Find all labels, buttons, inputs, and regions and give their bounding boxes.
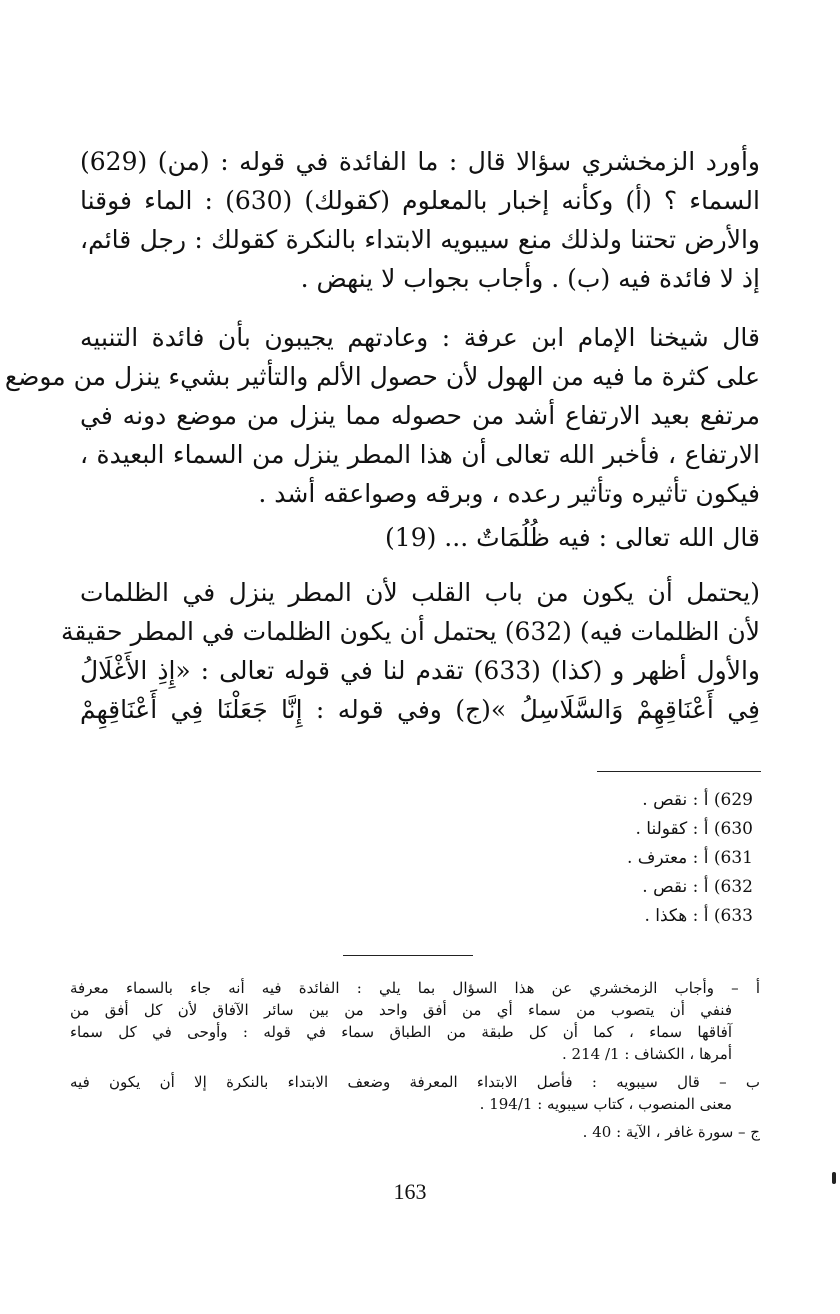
footnote-line: أمرها ، الكشاف : 1/ 214 . (561, 1045, 732, 1063)
text-line: على كثرة ما فيه من الهول لأن حصول الألم والتأثير بشيء ينزل من موضع (4, 362, 760, 391)
text-line: وأورد الزمخشري سؤالا قال : ما الفائدة في قوله : (من) (629) (80, 147, 760, 176)
text-line: الارتفاع ، فأخبر الله تعالى أن هذا المطر ينزل من السماء البعيدة ، (80, 440, 760, 469)
verse-heading: قال الله تعالى : فيه ظُلُمَاتٌ ... (19) (385, 523, 760, 552)
apparatus-note: 629) أ : نقص . (642, 790, 753, 810)
footnotes (70, 977, 760, 1143)
footnote-jim (70, 1121, 760, 1143)
footnote-line: آفاقها سماء ، كما أن كل طبقة من الطباق سماء في قوله : وأوحى في كل سماء (70, 1023, 732, 1041)
footnote-line: ج – سورة غافر ، الآية : 40 . (582, 1123, 760, 1141)
footnote-divider (343, 955, 473, 956)
apparatus-note: 633) أ : هكذا . (644, 906, 753, 926)
paragraph-ibn-arafa-answer (4, 318, 760, 513)
footnote-line: معنى المنصوب ، كتاب سيبويه : 194/1 . (479, 1095, 732, 1113)
apparatus-note: 630) أ : كقولنا . (635, 819, 753, 839)
page-number: 163 (393, 1179, 427, 1204)
apparatus-note: 632) أ : نقص . (642, 877, 753, 897)
text-line: مرتفع بعيد الارتفاع أشد من حصوله مما ينزل من موضع دونه في (80, 401, 760, 430)
text-line: فِي أَعْنَاقِهِمْ وَالسَّلَاسِلُ »(ج) وفي قوله : إِنَّا جَعَلْنَا فِي أَعْنَاقِهِمْ (80, 695, 760, 724)
paragraph-darkness-commentary (60, 573, 760, 729)
text-line: قال شيخنا الإمام ابن عرفة : وعادتهم يجيبون بأن فائدة التنبيه (80, 323, 760, 352)
paragraph-zamakhshari-question (80, 142, 760, 298)
footnote-line: فنفي أن يتصوب من سماء أي من أفق واحد من بين سائر الآفاق لأن كل أفق من (70, 1001, 732, 1019)
footnote-ba (70, 1071, 760, 1115)
text-line: والأول أظهر و (كذا) (633) تقدم لنا في قوله تعالى : «إِذِ الأَغْلَالُ (80, 656, 760, 685)
footnote-line: ب – قال سيبويه : فأصل الابتداء المعرفة وضعف الابتداء بالنكرة إلا أن يكون فيه (70, 1073, 760, 1091)
text-line: والأرض تحتنا ولذلك منع سيبويه الابتداء بالنكرة كقولك : رجل قائم، (80, 225, 760, 254)
text-line: إذ لا فائدة فيه (ب) . وأجاب بجواب لا ينهض . (300, 264, 760, 293)
footnote-line: أ – وأجاب الزمخشري عن هذا السؤال بما يلي : الفائدة فيه أنه جاء بالسماء معرفة (70, 979, 760, 997)
apparatus-divider (597, 771, 761, 772)
apparatus-note: 631) أ : معترف . (627, 848, 753, 868)
footnote-alif (70, 977, 760, 1065)
text-line: فيكون تأثيره وتأثير رعده ، وبرقه وصواعقه أشد . (258, 479, 760, 508)
scan-edge-mark (832, 1172, 836, 1184)
text-line: لأن الظلمات فيه) (632) يحتمل أن يكون الظلمات في المطر حقيقة (60, 617, 760, 646)
apparatus-notes (540, 786, 753, 931)
text-line: (يحتمل أن يكون من باب القلب لأن المطر ينزل في الظلمات (80, 578, 760, 607)
text-line: السماء ؟ (أ) وكأنه إخبار بالمعلوم (كقولك) (630) : الماء فوقنا (80, 186, 760, 215)
